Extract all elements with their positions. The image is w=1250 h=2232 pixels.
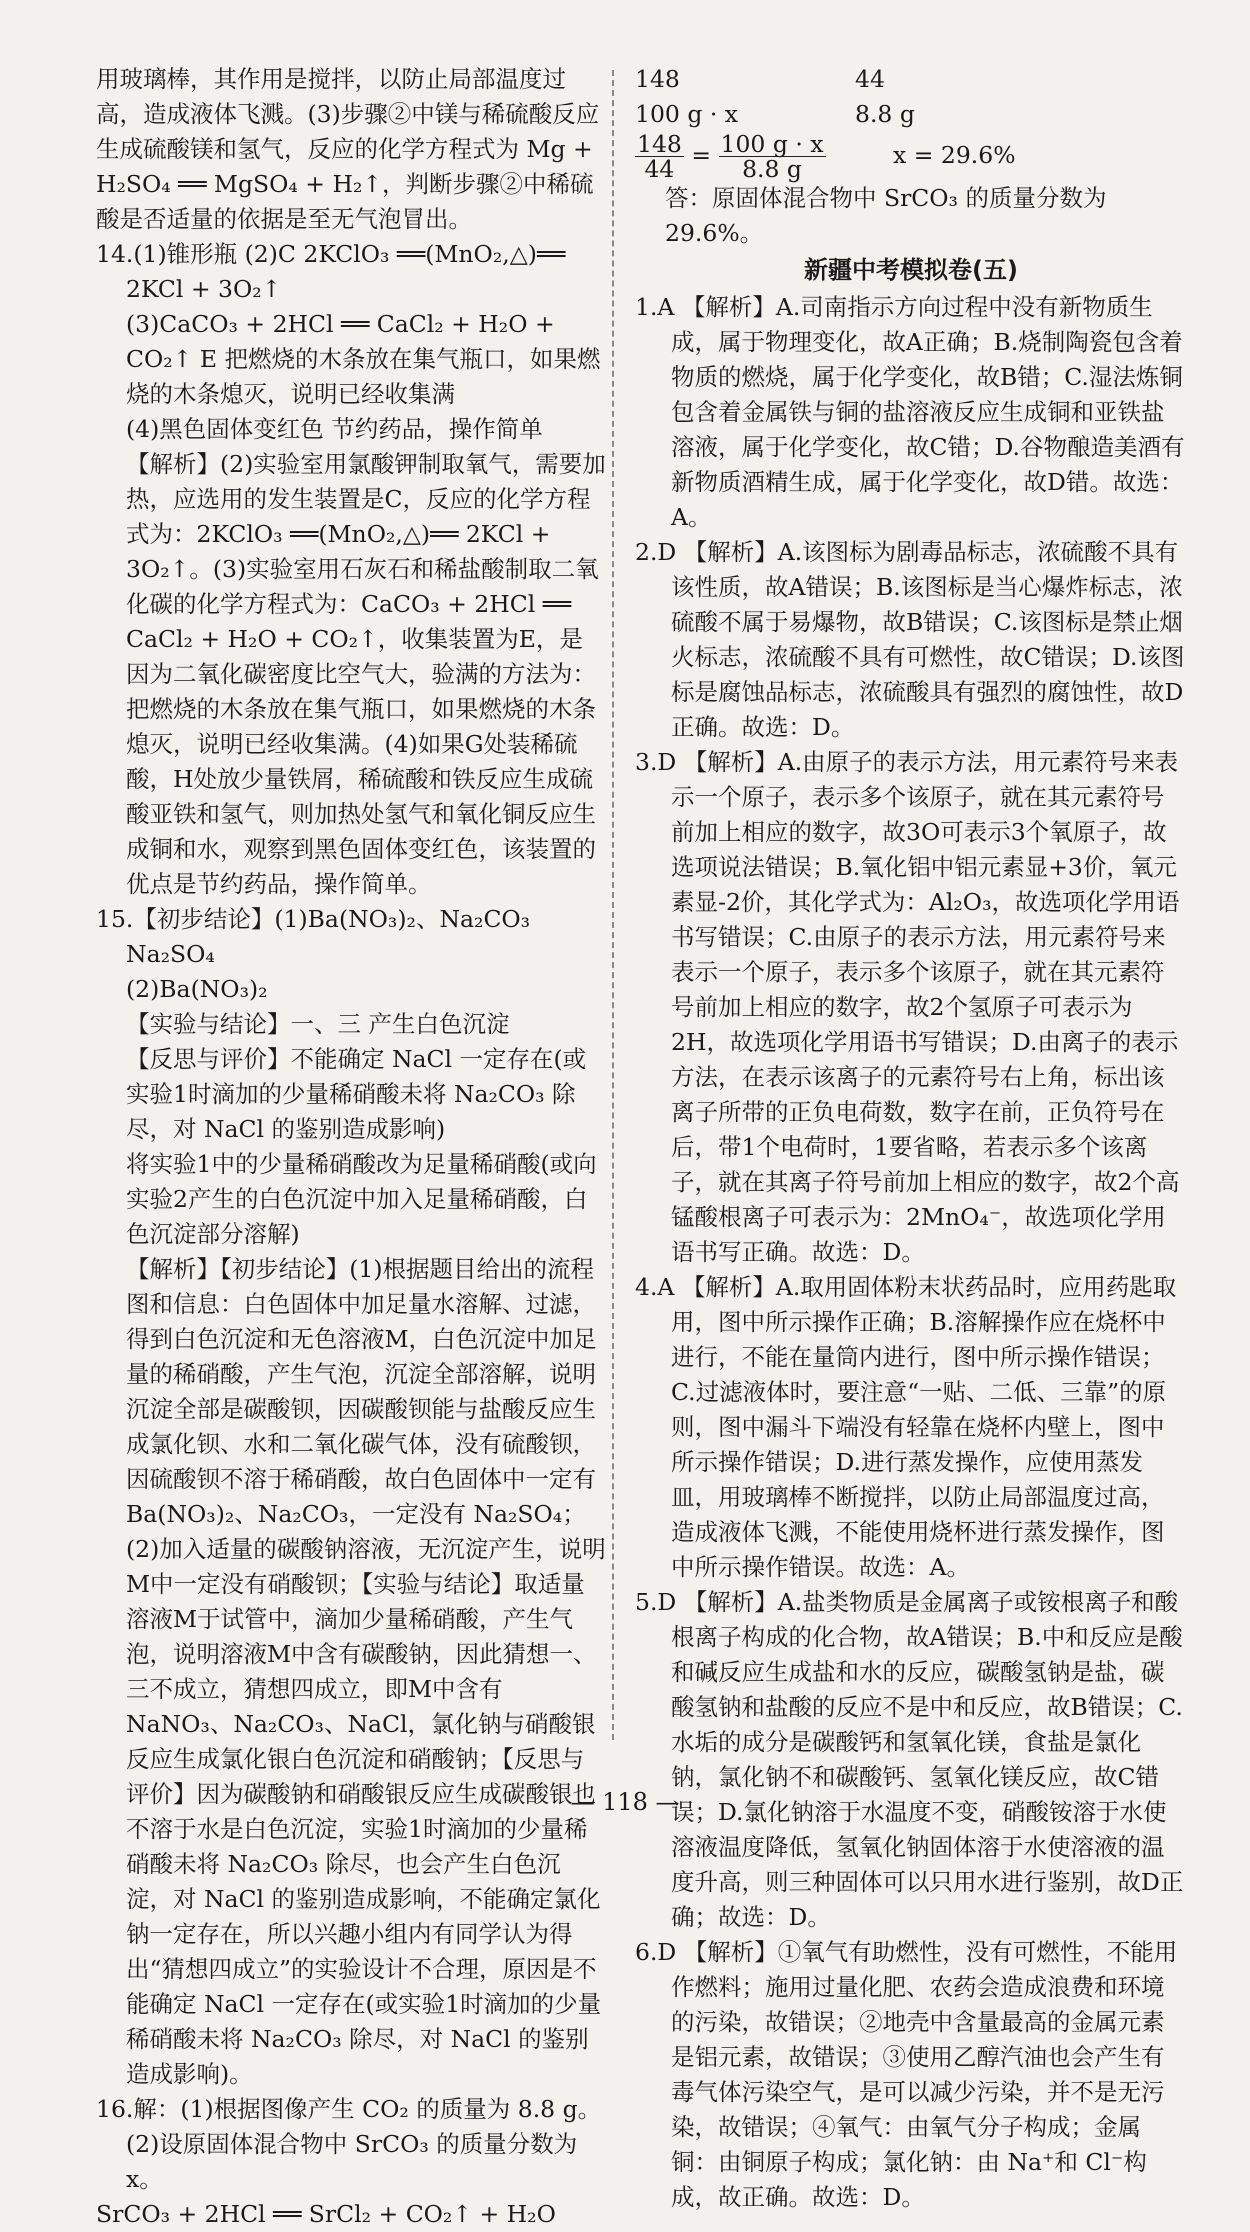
denominator: 44 <box>644 155 675 183</box>
item-6: 6.D 【解析】①氧气有助燃性，没有可燃性，不能用作燃料；施用过量化肥、农药会造成浪费和环境的污染，故错误；②地壳中含量最高的金属元素是铝元素，故错误；③使用乙醇汽油也会产生有毒气体污染空气，是可以减少污染，并不是无污染，故错误；④氧气：由氧气分子构成；金属铜：由铜原子构成；氯化钠：由 Na⁺和 Cl⁻构成，故正确。故选：D。 <box>635 1938 1178 2211</box>
right-column <box>635 62 1187 2215</box>
analysis-15: 【解析】【初步结论】(1)根据题目给出的流程图和信息：白色固体中加足量水溶解、过滤，得到白色沉淀和无色溶液M，白色沉淀中加足量的稀硝酸，产生气泡，沉淀全部溶解，说明沉淀全部是碳酸钡，因碳酸钡能与盐酸反应生成氯化钡、水和二氧化碳气体，没有硫酸钡，因硫酸钡不溶于稀硝酸，故白色固体中一定有 Ba(NO₃)₂、Na₂CO₃，一定没有 Na₂SO₄；(2)加入适量的碳酸钠溶液，无沉淀产生，说明M中一定没有硝酸钡；【实验与结论】取适量溶液M于试管中，滴加少量稀硝酸，产生气泡，说明溶液M中含有碳酸钠，因此猜想一、三不成立，猜想四成立，即M中含有 NaNO₃、Na₂CO₃、NaCl，氯化钠与硝酸银反应生成氯化银白色沉淀和硝酸钠；【反思与评价】因为碳酸钠和硝酸银反应生成碳酸银也不溶于水是白色沉淀，实验1时滴加的少量稀硝酸未将 Na₂CO₃ 除尽，也会产生白色沉淀，对 NaCl 的鉴别造成影响，不能确定氯化钠一定存在，所以兴趣小组内有同学认为得出“猜想四成立”的实验设计不合理，原因是不能确定 NaCl 一定存在(或实验1时滴加的少量稀硝酸未将 Na₂CO₃ 除尽，对 NaCl 的鉴别造成影响)。 <box>126 1255 606 2088</box>
answer-14-a: 14.(1)锥形瓶 (2)C 2KClO₃ ══(MnO₂,△)══ 2KCl + 3O₂↑ <box>96 240 566 303</box>
answer-15-c: 【实验与结论】一、三 产生白色沉淀 <box>126 1010 510 1038</box>
fraction <box>635 132 684 181</box>
page-number: — 118 — <box>570 1788 680 1816</box>
answer-15-b: (2)Ba(NO₃)₂ <box>126 975 268 1003</box>
answer-16-b: (2)设原固体混合物中 SrCO₃ 的质量分数为 x。 <box>126 2130 578 2193</box>
answer-14-b: (3)CaCO₃ + 2HCl ══ CaCl₂ + H₂O + CO₂↑ E 把燃烧的木条放在集气瓶口，如果燃烧的木条熄灭，说明已经收集满 <box>126 310 601 408</box>
answer-14-c: (4)黑色固体变红色 节约药品，操作简单 <box>126 415 543 443</box>
column-divider <box>612 70 614 1740</box>
answer-15-d: 【反思与评价】不能确定 NaCl 一定存在(或实验1时滴加的少量稀硝酸未将 Na₂CO₃ 除尽，对 NaCl 的鉴别造成影响) <box>126 1045 587 1143</box>
calc-value: 8.8 g <box>855 100 915 128</box>
final-answer: 答：原固体混合物中 SrCO₃ 的质量分数为 29.6%。 <box>665 184 1107 247</box>
fraction <box>719 132 826 181</box>
item-1: 1.A 【解析】A.司南指示方向过程中没有新物质生成，属于物理变化，故A正确；B.烧制陶瓷包含着物质的燃烧，属于化学变化，故B错；C.湿法炼铜包含着金属铁与铜的盐溶液反应生成铜和亚铁盐溶液，属于化学变化，故C错；D.谷物酿造美酒有新物质酒精生成，属于化学变化，故D错。故选：A。 <box>635 293 1185 531</box>
left-column <box>96 62 606 2232</box>
answer-15-a: 15.【初步结论】(1)Ba(NO₃)₂、Na₂CO₃ Na₂SO₄ <box>96 905 531 968</box>
item-2: 2.D 【解析】A.该图标为剧毒品标志，浓硫酸不具有该性质，故A错误；B.该图标是当心爆炸标志，浓硫酸不属于易爆物，故B错误；C.该图标是禁止烟火标志，浓硫酸不具有可燃性，故C错误；D.该图标是腐蚀品标志，浓硫酸具有强烈的腐蚀性，故D正确。故选：D。 <box>635 538 1185 741</box>
analysis-14: 【解析】(2)实验室用氯酸钾制取氧气，需要加热，应选用的发生装置是C，反应的化学方程式为：2KClO₃ ══(MnO₂,△)══ 2KCl + 3O₂↑。(3)实验室用石灰石和稀盐酸制取二氧化碳的化学方程式为：CaCO₃ + 2HCl ══ CaCl₂ + H₂O + CO₂↑，收集装置为E，是因为二氧化碳密度比空气大，验满的方法为：把燃烧的木条放在集气瓶口，如果燃烧的木条熄灭，说明已经收集满。(4)如果G处装稀硫酸，H处放少量铁屑，稀硫酸和铁反应生成硫酸亚铁和氢气，则加热处氢气和氧化铜反应生成铜和水，观察到黑色固体变红色，该装置的优点是节约药品，操作简单。 <box>126 450 606 898</box>
item-3: 3.D 【解析】A.由原子的表示方法，用元素符号来表示一个原子，表示多个该原子，就在其元素符号前加上相应的数字，故3O可表示3个氧原子，故选项说法错误；B.氧化铝中铝元素显+3价，氧元素显-2价，其化学式为：Al₂O₃，故选项化学用语书写错误；C.由原子的表示方法，用元素符号来表示一个原子，表示多个该原子，就在其元素符号前加上相应的数字，故2个氢原子可表示为2H，故选项化学用语书写错误；D.由离子的表示方法，在表示该离子的元素符号右上角，标出该离子所带的正负电荷数，数字在前，正负符号在后，带1个电荷时，1要省略，若表示多个该离子，就在其离子符号前加上相应的数字，故2个高锰酸根离子可表示为：2MnO₄⁻，故选项化学用语书写正确。故选：D。 <box>635 748 1180 1266</box>
section-title: 新疆中考模拟卷(五) <box>804 256 1018 284</box>
answer-15-e: 将实验1中的少量稀硝酸改为足量稀硝酸(或向实验2产生的白色沉淀中加入足量稀硝酸，白色沉淀部分溶解) <box>126 1150 597 1248</box>
calc-table <box>635 62 945 132</box>
denominator: 8.8 g <box>742 155 802 183</box>
calc-value: 148 <box>635 65 680 93</box>
paragraph: 用玻璃棒，其作用是搅拌，以防止局部温度过高，造成液体飞溅。(3)步骤②中镁与稀硫酸反应生成硫酸镁和氢气，反应的化学方程式为 Mg + H₂SO₄ ══ MgSO₄ + H₂↑，判断步骤②中稀硫酸是否适量的依据是至无气泡冒出。 <box>96 65 600 233</box>
equation-16: SrCO₃ + 2HCl ══ SrCl₂ + CO₂↑ + H₂O <box>96 2200 556 2228</box>
calc-value: 44 <box>855 65 885 93</box>
numerator: 100 g · x <box>720 130 824 158</box>
answer-16-a: 16.解：(1)根据图像产生 CO₂ 的质量为 8.8 g。 <box>96 2095 602 2123</box>
calc-value: 100 g · x <box>635 100 739 128</box>
item-5: 5.D 【解析】A.盐类物质是金属离子或铵根离子和酸根离子构成的化合物，故A错误；B.中和反应是酸和碱反应生成盐和水的反应，碳酸氢钠是盐，碳酸氢钠和盐酸的反应不是中和反应，故B错误；C.水垢的成分是碳酸钙和氢氧化镁，食盐是氯化钠，氯化钠不和碳酸钙、氢氧化镁反应，故C错误；D.氯化钠溶于水温度不变，硝酸铵溶于水使溶液温度降低，氢氧化钠固体溶于水使溶液的温度升高，则三种固体可以只用水进行鉴别，故D正确；故选：D。 <box>635 1588 1184 1931</box>
result: x = 29.6% <box>893 141 1016 169</box>
item-4: 4.A 【解析】A.取用固体粉末状药品时，应用药匙取用，图中所示操作正确；B.溶解操作应在烧杯中进行，不能在量筒内进行，图中所示操作错误；C.过滤液体时，要注意“一贴、二低、三靠”的原则，图中漏斗下端没有轻靠在烧杯内壁上，图中所示操作错误；D.进行蒸发操作，应使用蒸发皿，用玻璃棒不断搅拌，以防止局部温度过高，造成液体飞溅，不能使用烧杯进行蒸发操作，图中所示操作错误。故选：A。 <box>635 1273 1177 1581</box>
proportion: $\frac{148}{44}$ = $\frac{100 g \cdot x}{8.8 g}$ x = 29.6% <box>637 130 1016 183</box>
numerator: 148 <box>637 130 682 158</box>
